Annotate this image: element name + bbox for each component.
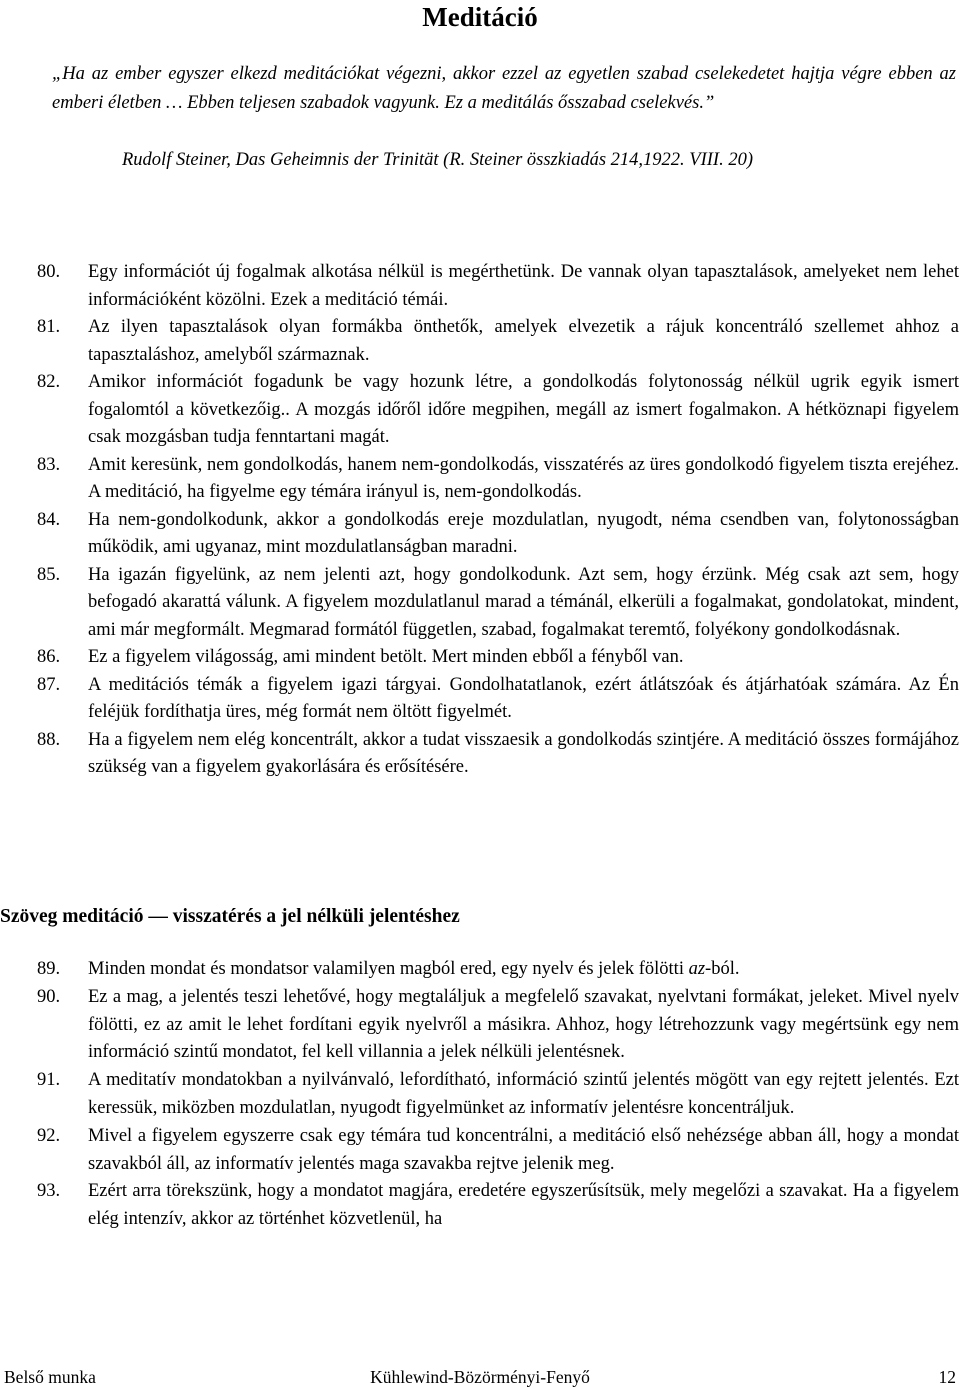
quote-source: Rudolf Steiner, Das Geheimnis der Trinität (R. Steiner összkiadás 214,1922. VIII. 20) xyxy=(122,150,754,170)
item-text: Ezért arra törekszünk, hogy a mondatot magjára, eredetére egyszerűsítsük, mely megelőzi a szavakat. Ha a figyelem elég intenzív, akkor az történhet közvetlenül, ha xyxy=(88,1181,959,1230)
numbered-list-part1 xyxy=(37,259,959,782)
item-text: Amit keresünk, nem gondolkodás, hanem nem-gondolkodás, visszatérés az üres gondolkodó figyelem tiszta erejéhez. A meditáció, ha figyelme egy témára irányul is, nem-gondolkodás. xyxy=(88,454,959,502)
list-item xyxy=(37,1123,959,1179)
numbered-list-part2 xyxy=(37,956,959,1234)
item-number: 86. xyxy=(37,647,61,667)
item-text: Mivel a figyelem egyszerre csak egy témára tud koncentrálni, a meditáció első nehézsége abban áll, hogy a mondat szavakból áll, az informatív jelentés maga szavakba rejtve jelenik meg. xyxy=(88,1125,959,1174)
page-footer xyxy=(0,1365,960,1389)
item-number: 91. xyxy=(37,1070,61,1091)
item-text: A meditációs témák a figyelem igazi tárgyai. Gondolhatatlanok, ezért átlátszóak és átjárhatóak számára. Az Én feléjük fordíthatja üres, még formát nem öltött figyelmét. xyxy=(88,674,959,722)
quote-text: „Ha az ember egyszer elkezd meditációkat végezni, akkor ezzel az egyetlen szabad cselekedetet hajtja végre ebben az emberi életben … Ebben teljesen szabadok vagyunk. Ez a meditálás ősszabad cselekvés.” xyxy=(52,64,956,113)
list-item xyxy=(37,314,959,369)
item-text: Ez a figyelem világosság, ami mindent betölt. Mert minden ebből a fényből van. xyxy=(88,647,684,667)
list-item xyxy=(37,1067,959,1123)
item-text-italic: az xyxy=(688,959,706,979)
footer-page-number: 12 xyxy=(938,1367,956,1387)
item-number: 89. xyxy=(37,959,61,979)
item-number: 81. xyxy=(37,317,61,337)
item-text: Ha igazán figyelünk, az nem jelenti azt, hogy gondolkodunk. Azt sem, hogy érzünk. Még csak azt sem, hogy befogadó akarattá válunk. A figyelem mozdulatlanul marad a témánál, elkerüli a fogalmakat, gondolatokat, mindent, ami már megformált. Megmarad formától független, szabad, fogalmakat teremtő, folyékony gondolkodásnak. xyxy=(88,564,959,640)
item-text: A meditatív mondatokban a nyilvánvaló, lefordítható, információ szintű jelentés mögött van egy rejtett jelentés. Ezt keressük, miközben mozdulatlan, nyugodt figyelmünket az informatív jelentésre koncentráljuk. xyxy=(88,1070,959,1118)
list-item xyxy=(37,956,959,984)
list-item xyxy=(37,984,959,1067)
list-item xyxy=(37,259,959,314)
footer-authors: Kühlewind-Bözörményi-Fenyő xyxy=(370,1367,590,1387)
item-text: Az ilyen tapasztalások olyan formákba önthetők, amelyek elvezetik a rájuk koncentráló szellemet ahhoz a tapasztaláshoz, amelyből származnak. xyxy=(88,317,959,365)
item-text: Egy információt új fogalmak alkotása nélkül is megérthetünk. De vannak olyan tapasztalások, amelyeket nem lehet információként közölni. Ezek a meditáció témái. xyxy=(88,262,959,310)
list-item xyxy=(37,369,959,452)
item-text: Amikor információt fogadunk be vagy hozunk létre, a gondolkodás folytonosság nélkül ugrik egyik ismert fogalomtól a következőig.. A mozgás időről időre megpihen, megáll az ismert fogalmakon. A hétköznapi figyelem csak mozgásban tudja fenntartani magát. xyxy=(88,372,959,447)
item-number: 88. xyxy=(37,729,61,750)
item-number: 90. xyxy=(37,986,61,1007)
footer-book-title: Belső munka xyxy=(4,1367,96,1387)
item-number: 87. xyxy=(37,674,61,695)
item-text: Ez a mag, a jelentés teszi lehetővé, hogy megtaláljuk a megfelelő szavakat, nyelvtani formákat, jeleket. Mivel nyelv fölötti, ez az amit le lehet fordítani egyik nyelvről a másikra. Ahhoz, hogy létrehozzunk vagy megértsünk egy nem információ szintű mondatot, fel kell villannia a jelek nélküli jelentésnek. xyxy=(88,986,959,1063)
item-number: 93. xyxy=(37,1181,61,1202)
section-heading: Szöveg meditáció — visszatérés a jel nélküli jelentéshez xyxy=(0,906,460,927)
item-text: Ha nem-gondolkodunk, akkor a gondolkodás ereje mozdulatlan, nyugodt, néma csendben van, folytonosságban működik, ami ugyanaz, mint mozdulatlanságban maradni. xyxy=(88,509,959,557)
item-text: Minden mondat és mondatsor valamilyen magból ered, egy nyelv és jelek fölötti xyxy=(88,959,689,979)
list-item xyxy=(37,562,959,645)
list-item xyxy=(37,727,959,782)
list-item xyxy=(37,1178,959,1234)
page-title: Meditáció xyxy=(422,2,538,32)
item-text-suffix: -ból. xyxy=(705,959,740,979)
list-item xyxy=(37,452,959,507)
item-number: 80. xyxy=(37,262,61,282)
item-number: 92. xyxy=(37,1125,61,1146)
item-number: 84. xyxy=(37,509,61,530)
list-item xyxy=(37,507,959,562)
item-number: 83. xyxy=(37,454,61,475)
item-text: Ha a figyelem nem elég koncentrált, akkor a tudat visszaesik a gondolkodás szintjére. A meditáció összes formájához szükség van a figyelem gyakorlására és erősítésére. xyxy=(88,729,959,777)
item-number: 85. xyxy=(37,564,61,585)
epigraph-quote xyxy=(52,60,956,175)
list-item xyxy=(37,672,959,727)
item-number: 82. xyxy=(37,372,61,392)
list-item xyxy=(37,644,959,672)
